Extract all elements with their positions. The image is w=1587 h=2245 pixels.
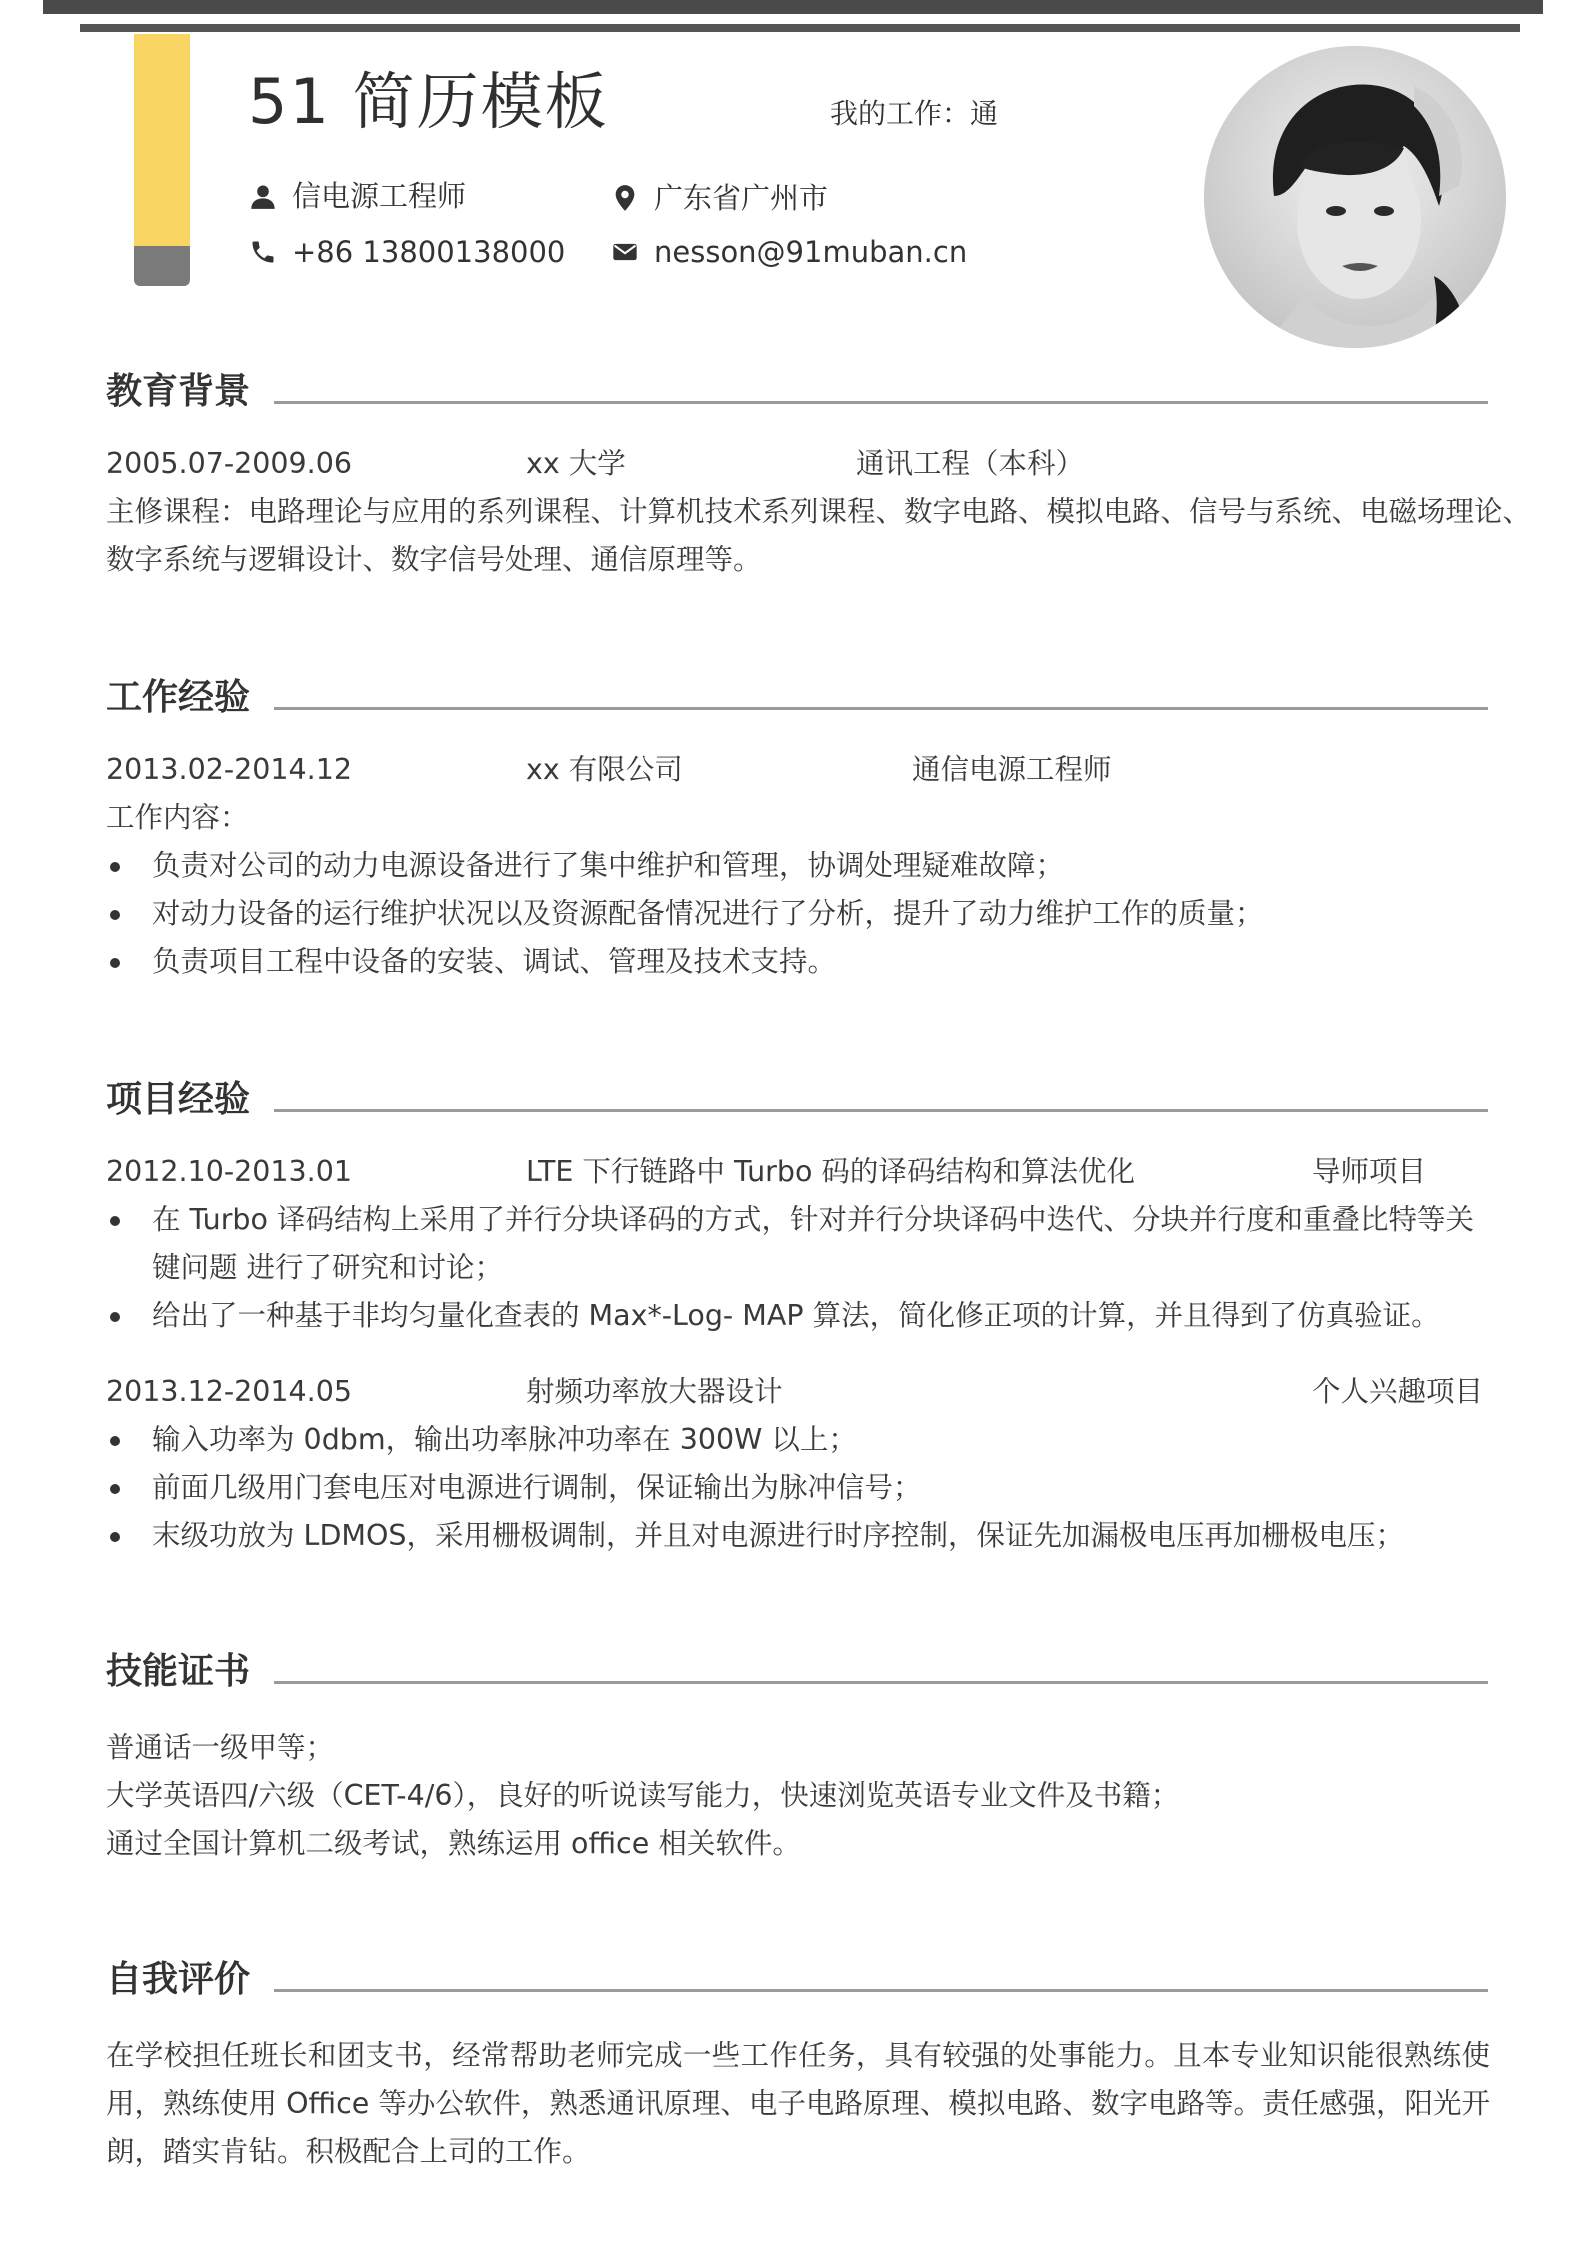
skill-line: 通过全国计算机二级考试，熟练运用 office 相关软件。 — [106, 1827, 801, 1860]
section-title: 自我评价 — [106, 1959, 251, 2000]
work-position: 通信电源工程师 — [912, 753, 1112, 786]
top-rule — [80, 24, 1520, 32]
bullet — [110, 1484, 120, 1494]
section-rule — [274, 707, 1488, 710]
section-title: 项目经验 — [106, 1079, 251, 1120]
user-icon — [248, 181, 278, 211]
accent-block — [134, 246, 190, 286]
project-period: 2013.12-2014.05 — [106, 1375, 352, 1408]
bullet — [110, 1216, 120, 1226]
email-text: nesson@91muban.cn — [654, 235, 968, 269]
phone-text: +86 13800138000 — [292, 235, 566, 269]
section-rule — [274, 1681, 1488, 1684]
work-content-label: 工作内容： — [106, 801, 249, 834]
avatar — [1204, 46, 1506, 348]
section-rule — [274, 401, 1488, 404]
work-period: 2013.02-2014.12 — [106, 753, 352, 786]
section-projects — [106, 1078, 1488, 1122]
location-text: 广东省广州市 — [654, 181, 829, 215]
email-row — [610, 234, 967, 270]
bullet — [110, 910, 120, 920]
skill-line: 大学英语四/六级（CET-4/6），良好的听说读写能力，快速浏览英语专业文件及书籍； — [106, 1779, 1180, 1812]
location-pin-icon — [610, 183, 640, 213]
project-name: LTE 下行链路中 Turbo 码的译码结构和算法优化 — [526, 1155, 1135, 1188]
bullet — [110, 862, 120, 872]
edu-major: 通讯工程（本科） — [856, 447, 1085, 480]
role-text: 信电源工程师 — [292, 179, 467, 213]
location-row — [610, 180, 828, 216]
section-education — [106, 370, 1488, 414]
edu-courses-line2: 数字系统与逻辑设计、数字信号处理、通信原理等。 — [106, 543, 762, 576]
phone-icon — [248, 237, 278, 267]
edu-school: xx 大学 — [526, 447, 626, 480]
section-title: 教育背景 — [106, 371, 251, 412]
project-name: 射频功率放大器设计 — [526, 1375, 783, 1408]
edu-period: 2005.07-2009.06 — [106, 447, 352, 480]
project-type: 个人兴趣项目 — [1312, 1375, 1484, 1408]
section-skills — [106, 1650, 1488, 1694]
mail-icon — [610, 237, 640, 267]
section-self-eval — [106, 1958, 1488, 2002]
bullet — [110, 1312, 120, 1322]
section-rule — [274, 1989, 1488, 1992]
phone-row — [248, 234, 565, 270]
top-bar — [43, 0, 1543, 14]
role-row — [248, 178, 466, 214]
edu-courses-line1: 主修课程：电路理论与应用的系列课程、计算机技术系列课程、数字电路、模拟电路、信号与系统、电磁场理论、 — [106, 495, 1532, 528]
bullet — [110, 958, 120, 968]
work-company: xx 有限公司 — [526, 753, 683, 786]
accent-bar — [134, 34, 190, 246]
resume-name: 51 简历模板 — [248, 65, 609, 138]
section-title: 技能证书 — [106, 1651, 251, 1692]
project-type: 导师项目 — [1312, 1155, 1427, 1188]
section-rule — [274, 1109, 1488, 1112]
section-work — [106, 676, 1488, 720]
skill-line: 普通话一级甲等； — [106, 1731, 335, 1764]
bullet — [110, 1436, 120, 1446]
project-period: 2012.10-2013.01 — [106, 1155, 352, 1188]
job-title: 我的工作：通 — [830, 97, 999, 130]
section-title: 工作经验 — [106, 677, 251, 718]
bullet — [110, 1532, 120, 1542]
self-eval-text: 在学校担任班长和团支书，经常帮助老师完成一些工作任务，具有较强的处事能力。且本专业知识能很熟练使用，熟练使用 Office 等办公软件，熟悉通讯原理、电子电路原理、模拟电路、数字电路等。责任感强，阳光开朗，踏实肯钻。积极配合上司的工作。 — [106, 2039, 1490, 2168]
